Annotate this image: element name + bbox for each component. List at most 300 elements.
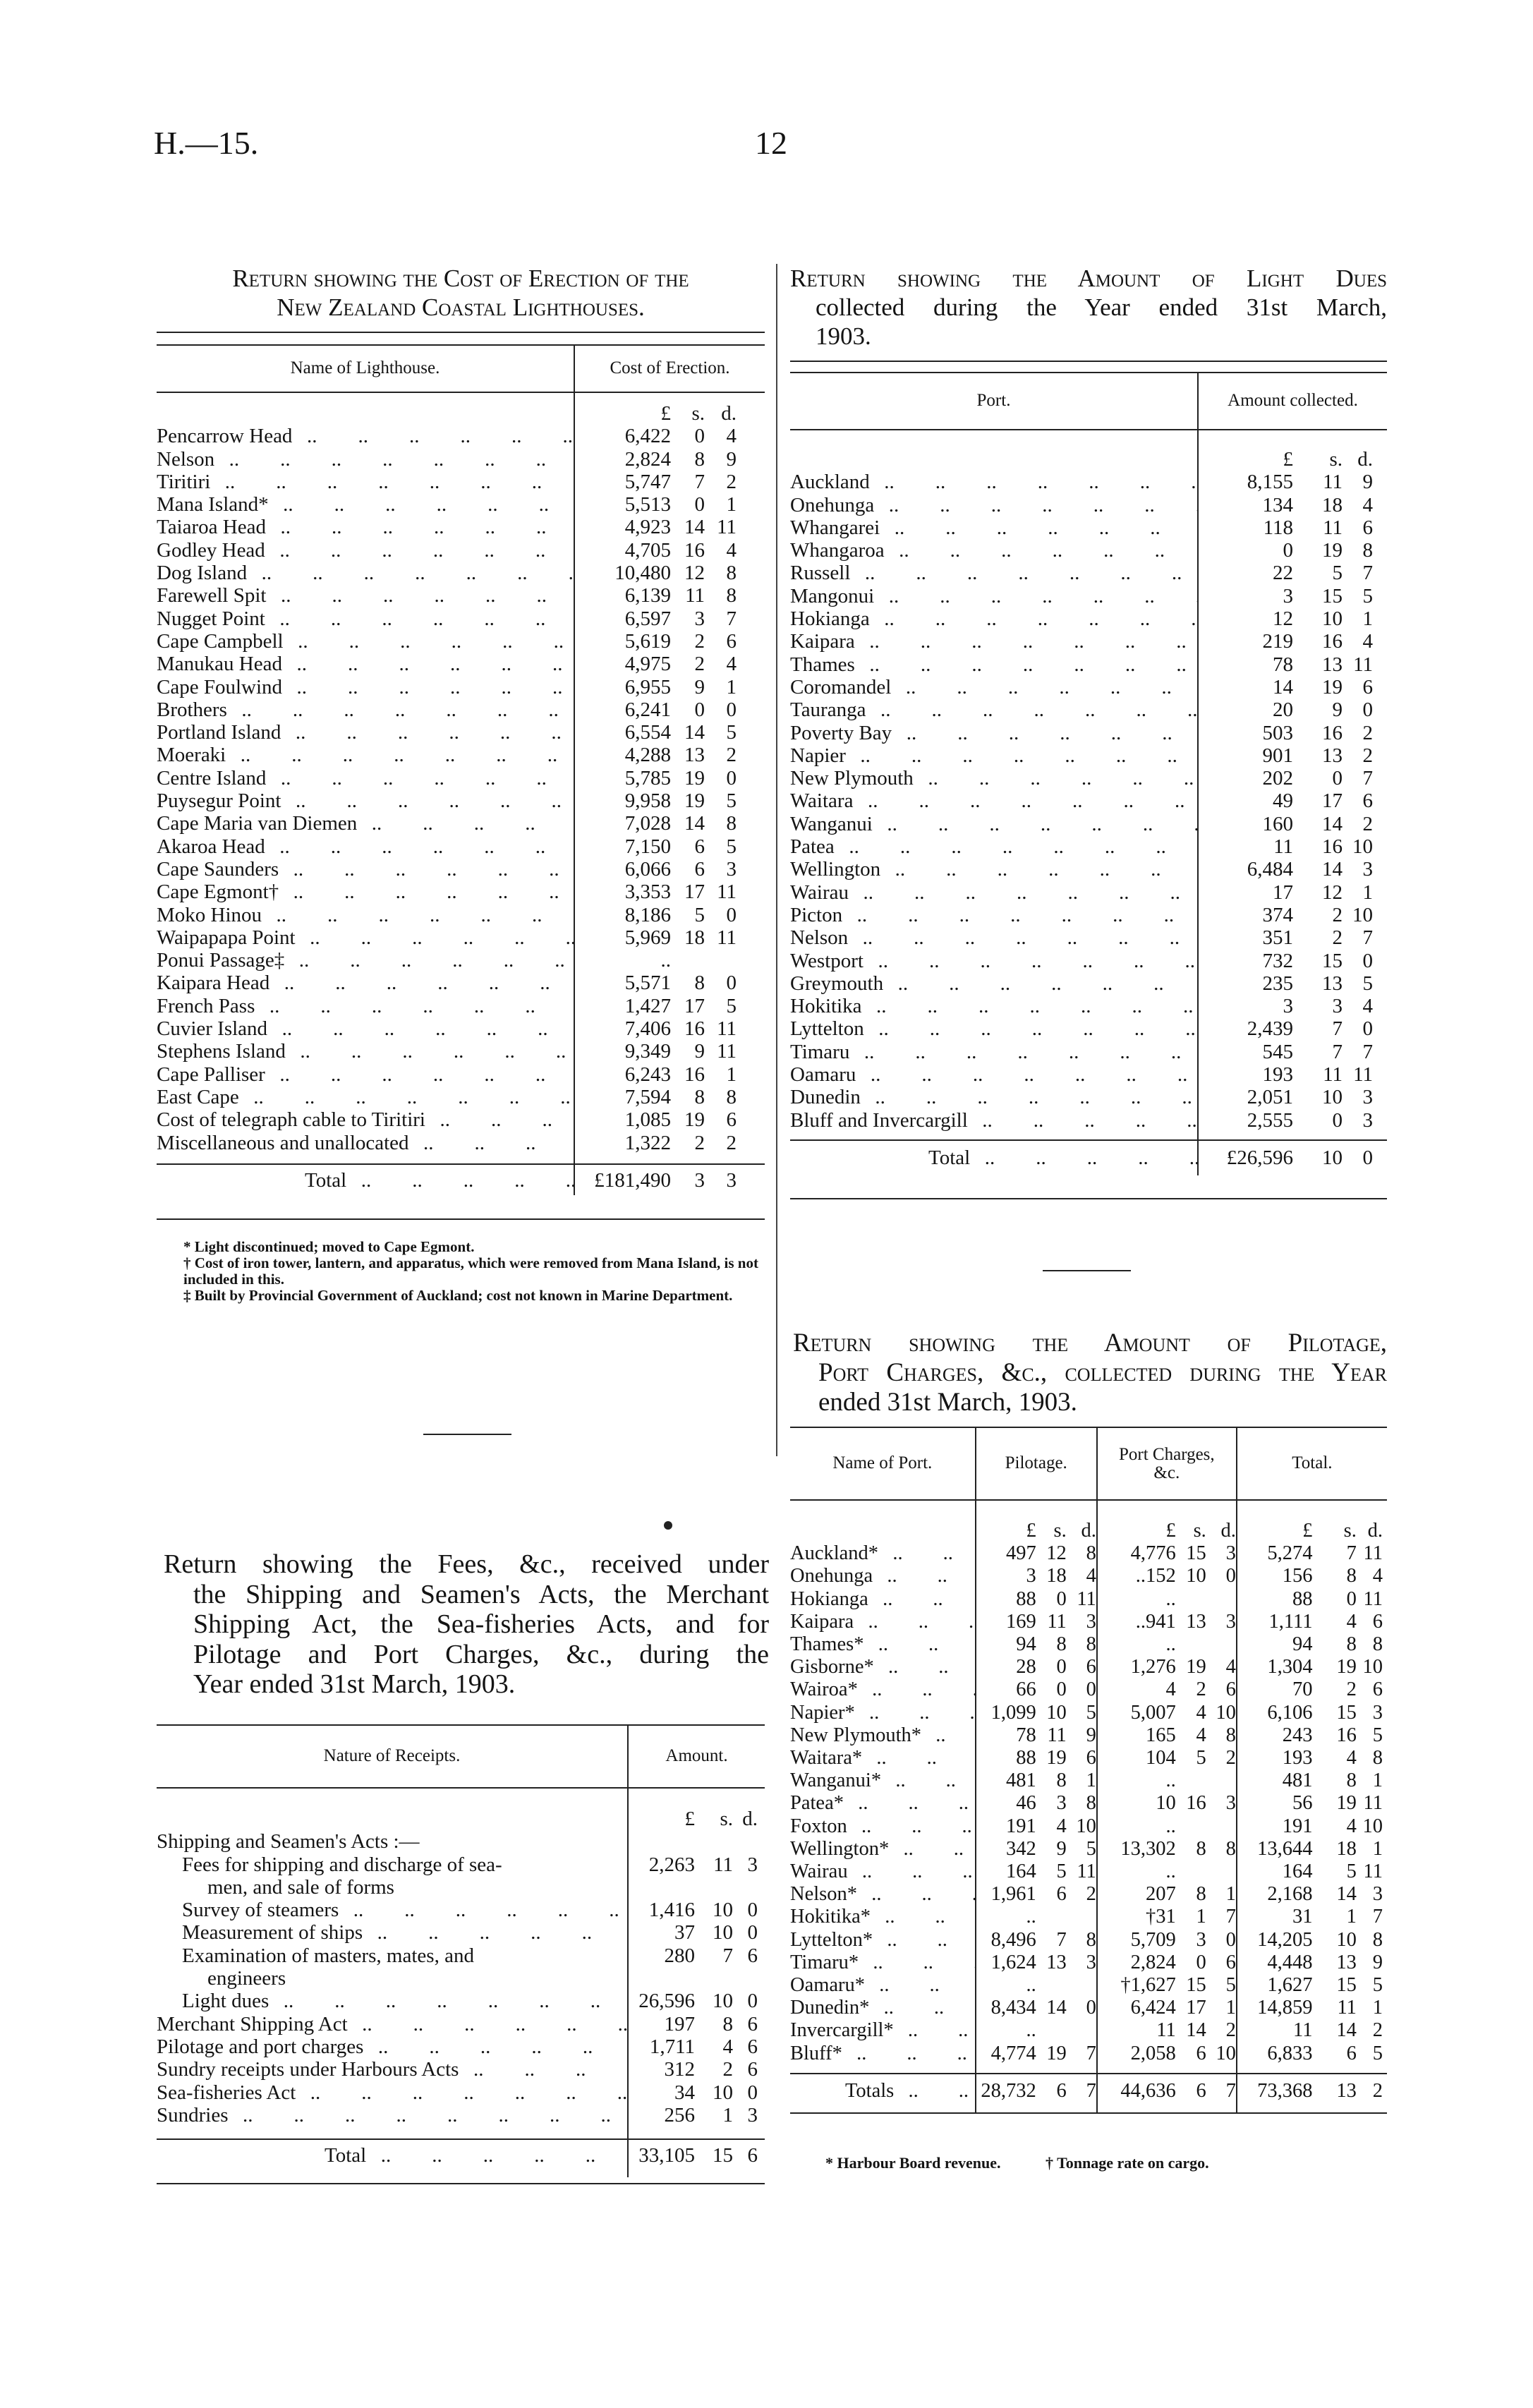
spacer (737, 881, 765, 903)
charges-pounds: †1,627 (1097, 1974, 1176, 1997)
unit-shillings: s. (1053, 1520, 1067, 1542)
cost-pence: 9 (726, 447, 737, 471)
table-row (157, 1899, 765, 1921)
total-shillings: 14 (1336, 1883, 1357, 1906)
port-name: Foxton .. (790, 1815, 976, 1838)
total-pounds: 6,833 (1237, 2043, 1313, 2065)
cost-pence: 4 (726, 538, 737, 562)
lighthouse-name: Farewell Spit .. (157, 584, 574, 607)
cost-shillings: 6 (694, 857, 705, 881)
table-row (157, 926, 765, 949)
lighthouse-name: Cape Foulwind .. (157, 676, 574, 698)
charges-shillings: 19 (1186, 1656, 1206, 1678)
pilotage-pounds: 8,434 (976, 1997, 1036, 2019)
col-name-header: Name of Lighthouse. (290, 358, 440, 378)
charges-pounds: 11 (1097, 2019, 1176, 2042)
table-row (790, 630, 1387, 653)
charges-shillings (1176, 1769, 1206, 1792)
table-row (157, 1063, 765, 1086)
table-row (157, 1108, 765, 1131)
total-pounds: 1,111 (1237, 1611, 1313, 1633)
port-name: Wairau .. (790, 881, 1198, 904)
table-row (790, 1974, 1387, 1997)
pilotage-pounds: 3 (976, 1565, 1036, 1587)
amount-pence: 0 (747, 1899, 758, 1922)
table-row (790, 607, 1387, 630)
spacer (737, 744, 765, 766)
table-row (157, 995, 765, 1017)
charges-pounds: ..152 (1097, 1565, 1176, 1587)
amount-pence: 1 (1362, 607, 1373, 631)
lighthouse-name: Godley Head .. (157, 539, 574, 562)
amount-pounds: 6,484 (1198, 858, 1293, 881)
table-row (157, 789, 765, 812)
charges-pence (1206, 1588, 1237, 1611)
receipt-label: Survey of steamers .. (157, 1899, 628, 1921)
table-row (790, 1542, 1387, 1565)
table-row (790, 2043, 1387, 2065)
light-dues-total-label: Total .. (790, 1140, 1198, 1175)
cost-pence: 2 (726, 744, 737, 767)
spacer (737, 835, 765, 858)
pilotage-pence (1067, 1906, 1097, 1928)
charges-pounds: .. (1097, 1861, 1176, 1883)
table-row (157, 744, 765, 766)
amount-pence: 1 (1362, 881, 1373, 904)
pilotage-shillings: 6 (1056, 1883, 1067, 1906)
pilotage-pence: 9 (1086, 1724, 1096, 1746)
unit-shillings: s. (720, 1808, 733, 1830)
pilotage-shillings: 18 (1046, 1565, 1067, 1587)
amount-pence: 5 (1362, 584, 1373, 607)
total-pence: 10 (1362, 1656, 1383, 1678)
pilotage-shillings: 7 (1056, 1928, 1067, 1951)
amount-pence: 10 (1352, 835, 1373, 859)
cost-pounds: 9,349 (574, 1040, 671, 1063)
amount-shillings: 10 (713, 1921, 733, 1944)
table-row (790, 1086, 1387, 1108)
lighthouse-name: Akaroa Head .. (157, 835, 574, 858)
table-row (790, 1565, 1387, 1587)
pilotage-shillings (1036, 2019, 1067, 2042)
lighthouse-name: French Pass .. (157, 995, 574, 1017)
receipt-label: Sea-fisheries Act .. (157, 2081, 628, 2104)
table-row (790, 950, 1387, 972)
pilotage-pence: 8 (1086, 1792, 1096, 1815)
charges-shillings (1176, 1815, 1206, 1838)
table-row (790, 1656, 1387, 1678)
total-pence: 6 (1372, 1678, 1383, 1701)
amount-pounds: 280 (628, 1944, 695, 1967)
cost-pounds: 6,241 (574, 698, 671, 721)
unit-pounds: £ (1097, 1520, 1176, 1542)
port-name: Bluff and Invercargill .. (790, 1109, 1198, 1132)
light-dues-table (790, 373, 1387, 1175)
amount-pounds: 2,439 (1198, 1017, 1293, 1040)
pilotage-pounds: 28 (976, 1656, 1036, 1678)
port-name: Hokianga .. (790, 1588, 976, 1611)
page-code: H.—15. (154, 125, 259, 161)
port-name: Wairau .. (790, 1861, 976, 1883)
table-row (157, 539, 765, 562)
fees-title: Return showing the Fees, &c., received under the Shipping and Seamen's Acts, the Merchant Shipping Act, the Sea-fisheries Acts, and for Pilotage and Port Charges, &c., during the Year ended 31st March, 1903. (164, 1549, 769, 1699)
total-shillings: 13 (1336, 1951, 1357, 1973)
cost-shillings: 13 (684, 744, 705, 767)
table-row (790, 789, 1387, 812)
amount-pence: 4 (1362, 995, 1373, 1018)
cost-pounds: 6,139 (574, 584, 671, 607)
pilotage-pounds: 169 (976, 1611, 1036, 1633)
amount-shillings: 11 (1323, 516, 1343, 539)
total-pounds: 4,448 (1237, 1952, 1313, 1974)
pilotage-pounds: 1,961 (976, 1883, 1036, 1906)
total-pence: 7 (1372, 1906, 1383, 1928)
total-shillings: 15 (1336, 1974, 1357, 1997)
cost-shillings: 16 (684, 1063, 705, 1086)
port-name: New Plymouth .. (790, 767, 1198, 789)
col-amount-header: Amount. (628, 1726, 765, 1788)
table-row (790, 1702, 1387, 1724)
spacer (737, 653, 765, 675)
cost-pence: 8 (726, 584, 737, 607)
table-row (157, 607, 765, 630)
unit-pence: d. (742, 1808, 758, 1830)
table-row (157, 2013, 765, 2035)
table-row (157, 584, 765, 607)
light-dues-total-shillings: 10 (1322, 1146, 1343, 1169)
cost-pounds: 5,747 (574, 471, 671, 493)
charges-pence (1206, 1815, 1237, 1838)
table-row (157, 949, 765, 972)
total-pence: 3 (1372, 1883, 1383, 1906)
cost-shillings: 17 (684, 881, 705, 904)
lighthouse-name: Waipapapa Point .. (157, 926, 574, 949)
charges-pounds: 165 (1097, 1724, 1176, 1747)
pilotage-pence: 4 (1086, 1565, 1096, 1587)
amount-shillings: 10 (1322, 1086, 1343, 1109)
lighthouse-name: Mana Island* .. (157, 493, 574, 516)
lighthouse-name: East Cape .. (157, 1086, 574, 1108)
pilotage-pounds: .. (976, 1974, 1036, 1997)
pilotage-title: Return showing the Amount of Pilotage, Port Charges, &c., collected during the Year ended 31st March, 1903. (793, 1329, 1387, 1417)
amount-pounds: 160 (1198, 813, 1293, 835)
cost-pounds: 1,085 (574, 1108, 671, 1131)
bullet (664, 1521, 672, 1530)
spacer (737, 676, 765, 698)
amount-pence: 10 (1352, 903, 1373, 926)
charges-pounds: .. (1097, 1588, 1176, 1611)
lighthouse-name: Cape Saunders .. (157, 858, 574, 881)
lighthouse-name: Moko Hinou .. (157, 904, 574, 926)
charges-shillings: 1 (1196, 1906, 1206, 1928)
pilotage-pence: 5 (1086, 1701, 1096, 1724)
total-pounds: 88 (1237, 1588, 1313, 1611)
cost-pounds: 5,969 (574, 926, 671, 949)
note: * Light discontinued; moved to Cape Egmont. (183, 1238, 475, 1255)
amount-pounds: 901 (1198, 744, 1293, 767)
total-pence: 9 (1372, 1951, 1383, 1973)
table-row (157, 904, 765, 926)
total-shillings: 1 (1346, 1906, 1357, 1928)
pilotage-pounds: 342 (976, 1838, 1036, 1861)
total-pence: 10 (1362, 1815, 1383, 1837)
cost-pence: 3 (726, 857, 737, 881)
spacer (737, 858, 765, 881)
cost-pence: 8 (726, 812, 737, 835)
table-row (790, 972, 1387, 995)
amount-pounds: 2,263 (628, 1853, 695, 1876)
total-pounds: 193 (1237, 1747, 1313, 1769)
amount-pence: 2 (1362, 721, 1373, 744)
charges-pence: 1 (1225, 1997, 1236, 2019)
lighthouses-total-pence: 3 (726, 1168, 737, 1192)
total-pence: 5 (1372, 2042, 1383, 2064)
table-row (790, 1611, 1387, 1633)
pilotage-notes (825, 2155, 1390, 2171)
lighthouse-name: Nugget Point .. (157, 607, 574, 630)
total-pence: 11 (1363, 1792, 1383, 1815)
pilotage-shillings: 8 (1056, 1633, 1067, 1656)
table-row (790, 1678, 1387, 1701)
port-name: Napier .. (790, 744, 1198, 767)
spacer (737, 425, 765, 447)
spacer (737, 1063, 765, 1086)
amount-shillings: 18 (1322, 493, 1343, 516)
rule (157, 332, 765, 333)
table-row (157, 516, 765, 538)
pilotage-pence: 10 (1076, 1815, 1096, 1837)
total-pence: 5 (1372, 1724, 1383, 1746)
cost-pounds: 10,480 (574, 562, 671, 584)
light-dues-title: Return showing the Amount of Light Dues collected during the Year ended 31st March, 1903. (790, 265, 1387, 350)
total-shillings: 11 (1337, 1997, 1357, 2019)
amount-pence: 0 (1362, 698, 1373, 722)
spacer (737, 949, 765, 972)
pilotage-pence: 1 (1086, 1769, 1096, 1792)
rule (157, 1218, 765, 1220)
lighthouse-name: Cape Campbell .. (157, 630, 574, 653)
pilotage-pence: 8 (1086, 1633, 1096, 1656)
cost-shillings: 0 (694, 698, 705, 721)
amount-pence: 4 (1362, 630, 1373, 653)
charges-pence (1206, 1633, 1237, 1656)
cost-pence: 4 (726, 425, 737, 448)
charges-pence: 10 (1216, 1701, 1236, 1724)
total-shillings: 10 (1336, 1928, 1357, 1951)
cost-pence: 1 (726, 493, 737, 516)
port-name: Poverty Bay .. (790, 722, 1198, 744)
total-shillings: 19 (1336, 1792, 1357, 1815)
total-pence: 8 (1372, 1747, 1383, 1769)
pilotage-pounds: 191 (976, 1815, 1036, 1838)
cost-pence: 4 (726, 653, 737, 676)
total-pounds: 156 (1237, 1565, 1313, 1587)
charges-shillings: 13 (1186, 1610, 1206, 1633)
amount-pounds: 545 (1198, 1041, 1293, 1063)
spacer (737, 789, 765, 812)
pilotage-shillings: 0 (1056, 1587, 1067, 1610)
light-dues-total-pounds: £26,596 (1198, 1140, 1293, 1175)
spacer (737, 630, 765, 653)
total-pounds: 5,274 (1237, 1542, 1313, 1565)
cost-pence: 5 (726, 835, 737, 858)
cost-pence: 5 (726, 994, 737, 1017)
cost-shillings: 18 (684, 926, 705, 949)
charges-pounds: 13,302 (1097, 1838, 1176, 1861)
charges-shillings: 16 (1186, 1792, 1206, 1815)
lighthouse-name: Cape Maria van Diemen .. (157, 812, 574, 835)
lighthouse-name: Centre Island .. (157, 767, 574, 789)
lighthouses-total-shillings: 3 (694, 1168, 705, 1192)
port-name: Oamaru .. (790, 1063, 1198, 1086)
amount-pence: 3 (1362, 1086, 1373, 1109)
cost-pence: 6 (726, 629, 737, 653)
amount-pence: 2 (1362, 812, 1373, 835)
charges-pence: 6 (1225, 1678, 1236, 1701)
charges-pence: 3 (1225, 1792, 1236, 1815)
spacer (737, 1017, 765, 1040)
spacer (737, 607, 765, 630)
total-pence: 5 (1372, 1974, 1383, 1997)
amount-shillings: 9 (1332, 698, 1343, 722)
pilotage-pounds: 94 (976, 1633, 1036, 1656)
lighthouse-name: Nelson .. (157, 448, 574, 471)
spacer (737, 1108, 765, 1131)
table-row (790, 539, 1387, 562)
charges-pence: 5 (1225, 1974, 1236, 1997)
amount-pounds: 12 (1198, 607, 1293, 630)
cost-shillings: 8 (694, 447, 705, 471)
amount-shillings: 3 (1332, 995, 1343, 1018)
cost-pence: 8 (726, 562, 737, 585)
charges-pounds: 2,058 (1097, 2043, 1176, 2065)
total-pounds: 2,168 (1237, 1883, 1313, 1906)
charges-pence: 2 (1225, 1747, 1236, 1769)
pilotage-shillings: 10 (1046, 1701, 1067, 1724)
charges-pence: 2 (1225, 2019, 1236, 2042)
port-name: Hokitika* .. (790, 1906, 976, 1928)
port-name: Wairoa* .. (790, 1678, 976, 1701)
spacer (737, 493, 765, 516)
rule (790, 1198, 1387, 1199)
charges-shillings: 4 (1196, 1724, 1206, 1746)
spacer (737, 926, 765, 949)
amount-pounds: 14 (1198, 676, 1293, 698)
pilotage-pence: 0 (1086, 1997, 1096, 2019)
table-row (157, 1017, 765, 1040)
charges-pence (1206, 1769, 1237, 1792)
unit-shillings: s. (691, 402, 705, 425)
cost-shillings: 11 (685, 584, 705, 607)
amount-pence: 3 (1362, 858, 1373, 881)
receipt-label: Sundry receipts under Harbours Acts .. (157, 2058, 628, 2081)
spacer (737, 1132, 765, 1154)
table-row (790, 1997, 1387, 2019)
lighthouses-notes (157, 1239, 770, 1304)
table-row (790, 881, 1387, 904)
total-shillings: 4 (1346, 1815, 1357, 1837)
table-row (157, 1086, 765, 1108)
pilotage-pence (1067, 2019, 1097, 2042)
pilotage-pounds: 88 (976, 1588, 1036, 1611)
port-name: Timaru .. (790, 1041, 1198, 1063)
amount-pence: 11 (1353, 1063, 1373, 1087)
pilotage-shillings: 0 (1056, 1656, 1067, 1678)
charges-pence: 3 (1225, 1610, 1236, 1633)
pilotage-pounds: 46 (976, 1792, 1036, 1815)
charges-shillings: 15 (1186, 1542, 1206, 1565)
cost-pounds: 5,785 (574, 767, 671, 789)
amount-pounds: 202 (1198, 767, 1293, 789)
table-row (790, 926, 1387, 949)
pilotage-pence: 8 (1086, 1542, 1096, 1565)
amount-pounds: 256 (628, 2104, 695, 2126)
amount-pence: 2 (1362, 744, 1373, 767)
cost-pence: 0 (726, 766, 737, 789)
total-pence: 11 (1363, 1587, 1383, 1610)
table-row (157, 698, 765, 721)
amount-pounds: 235 (1198, 972, 1293, 995)
lighthouse-name: Pencarrow Head .. (157, 425, 574, 447)
receipt-label: men, and sale of forms (207, 1875, 394, 1899)
table-row (157, 1990, 765, 2012)
amount-pounds: 0 (1198, 539, 1293, 562)
table-row (157, 812, 765, 835)
col-port-header: Name of Port. (832, 1453, 933, 1473)
cost-shillings: 0 (694, 493, 705, 516)
amount-pence (733, 1830, 765, 1853)
total-pence: 8 (1372, 1633, 1383, 1656)
charges-pounds: .. (1097, 1633, 1176, 1656)
amount-pounds: 2,555 (1198, 1109, 1293, 1132)
spacer (737, 584, 765, 607)
amount-pence: 7 (1362, 767, 1373, 790)
spacer (737, 1086, 765, 1108)
pilotage-pence: 11 (1077, 1861, 1096, 1883)
port-name: Thames* .. (790, 1633, 976, 1656)
total-shillings: 2 (1346, 1678, 1357, 1701)
receipt-label: Fees for shipping and discharge of sea- (182, 1853, 502, 1876)
lighthouse-name: Taiaroa Head .. (157, 516, 574, 538)
port-name: New Plymouth* .. (790, 1724, 976, 1747)
total-pounds: 1,627 (1237, 1974, 1313, 1997)
amount-shillings: 11 (1323, 1063, 1343, 1087)
amount-pounds: 49 (1198, 789, 1293, 812)
unit-pounds: £ (976, 1520, 1036, 1542)
table-row (790, 2019, 1387, 2042)
port-name: Napier* .. (790, 1702, 976, 1724)
charges-shillings (1176, 1633, 1206, 1656)
amount-pounds: 26,596 (628, 1990, 695, 2012)
lighthouse-name: Ponui Passage‡ .. (157, 949, 574, 972)
port-name: Hokitika .. (790, 995, 1198, 1017)
unit-pounds: £ (574, 402, 671, 425)
cost-shillings: 9 (694, 675, 705, 698)
table-row (157, 858, 765, 881)
table-row (790, 562, 1387, 584)
table-row (790, 858, 1387, 881)
amount-pounds: 78 (1198, 653, 1293, 676)
charges-shillings: 10 (1186, 1565, 1206, 1587)
charges-pounds: 5,007 (1097, 1702, 1176, 1724)
charges-pounds: .. (1097, 1769, 1176, 1792)
fees-total-label: Total .. (157, 2139, 628, 2177)
pilotage-pence: 6 (1086, 1656, 1096, 1678)
cost-pounds: 7,028 (574, 812, 671, 835)
total-shillings: 8 (1346, 1565, 1357, 1587)
pilotage-pounds: 1,624 (976, 1952, 1036, 1974)
table-row (157, 1876, 765, 1899)
